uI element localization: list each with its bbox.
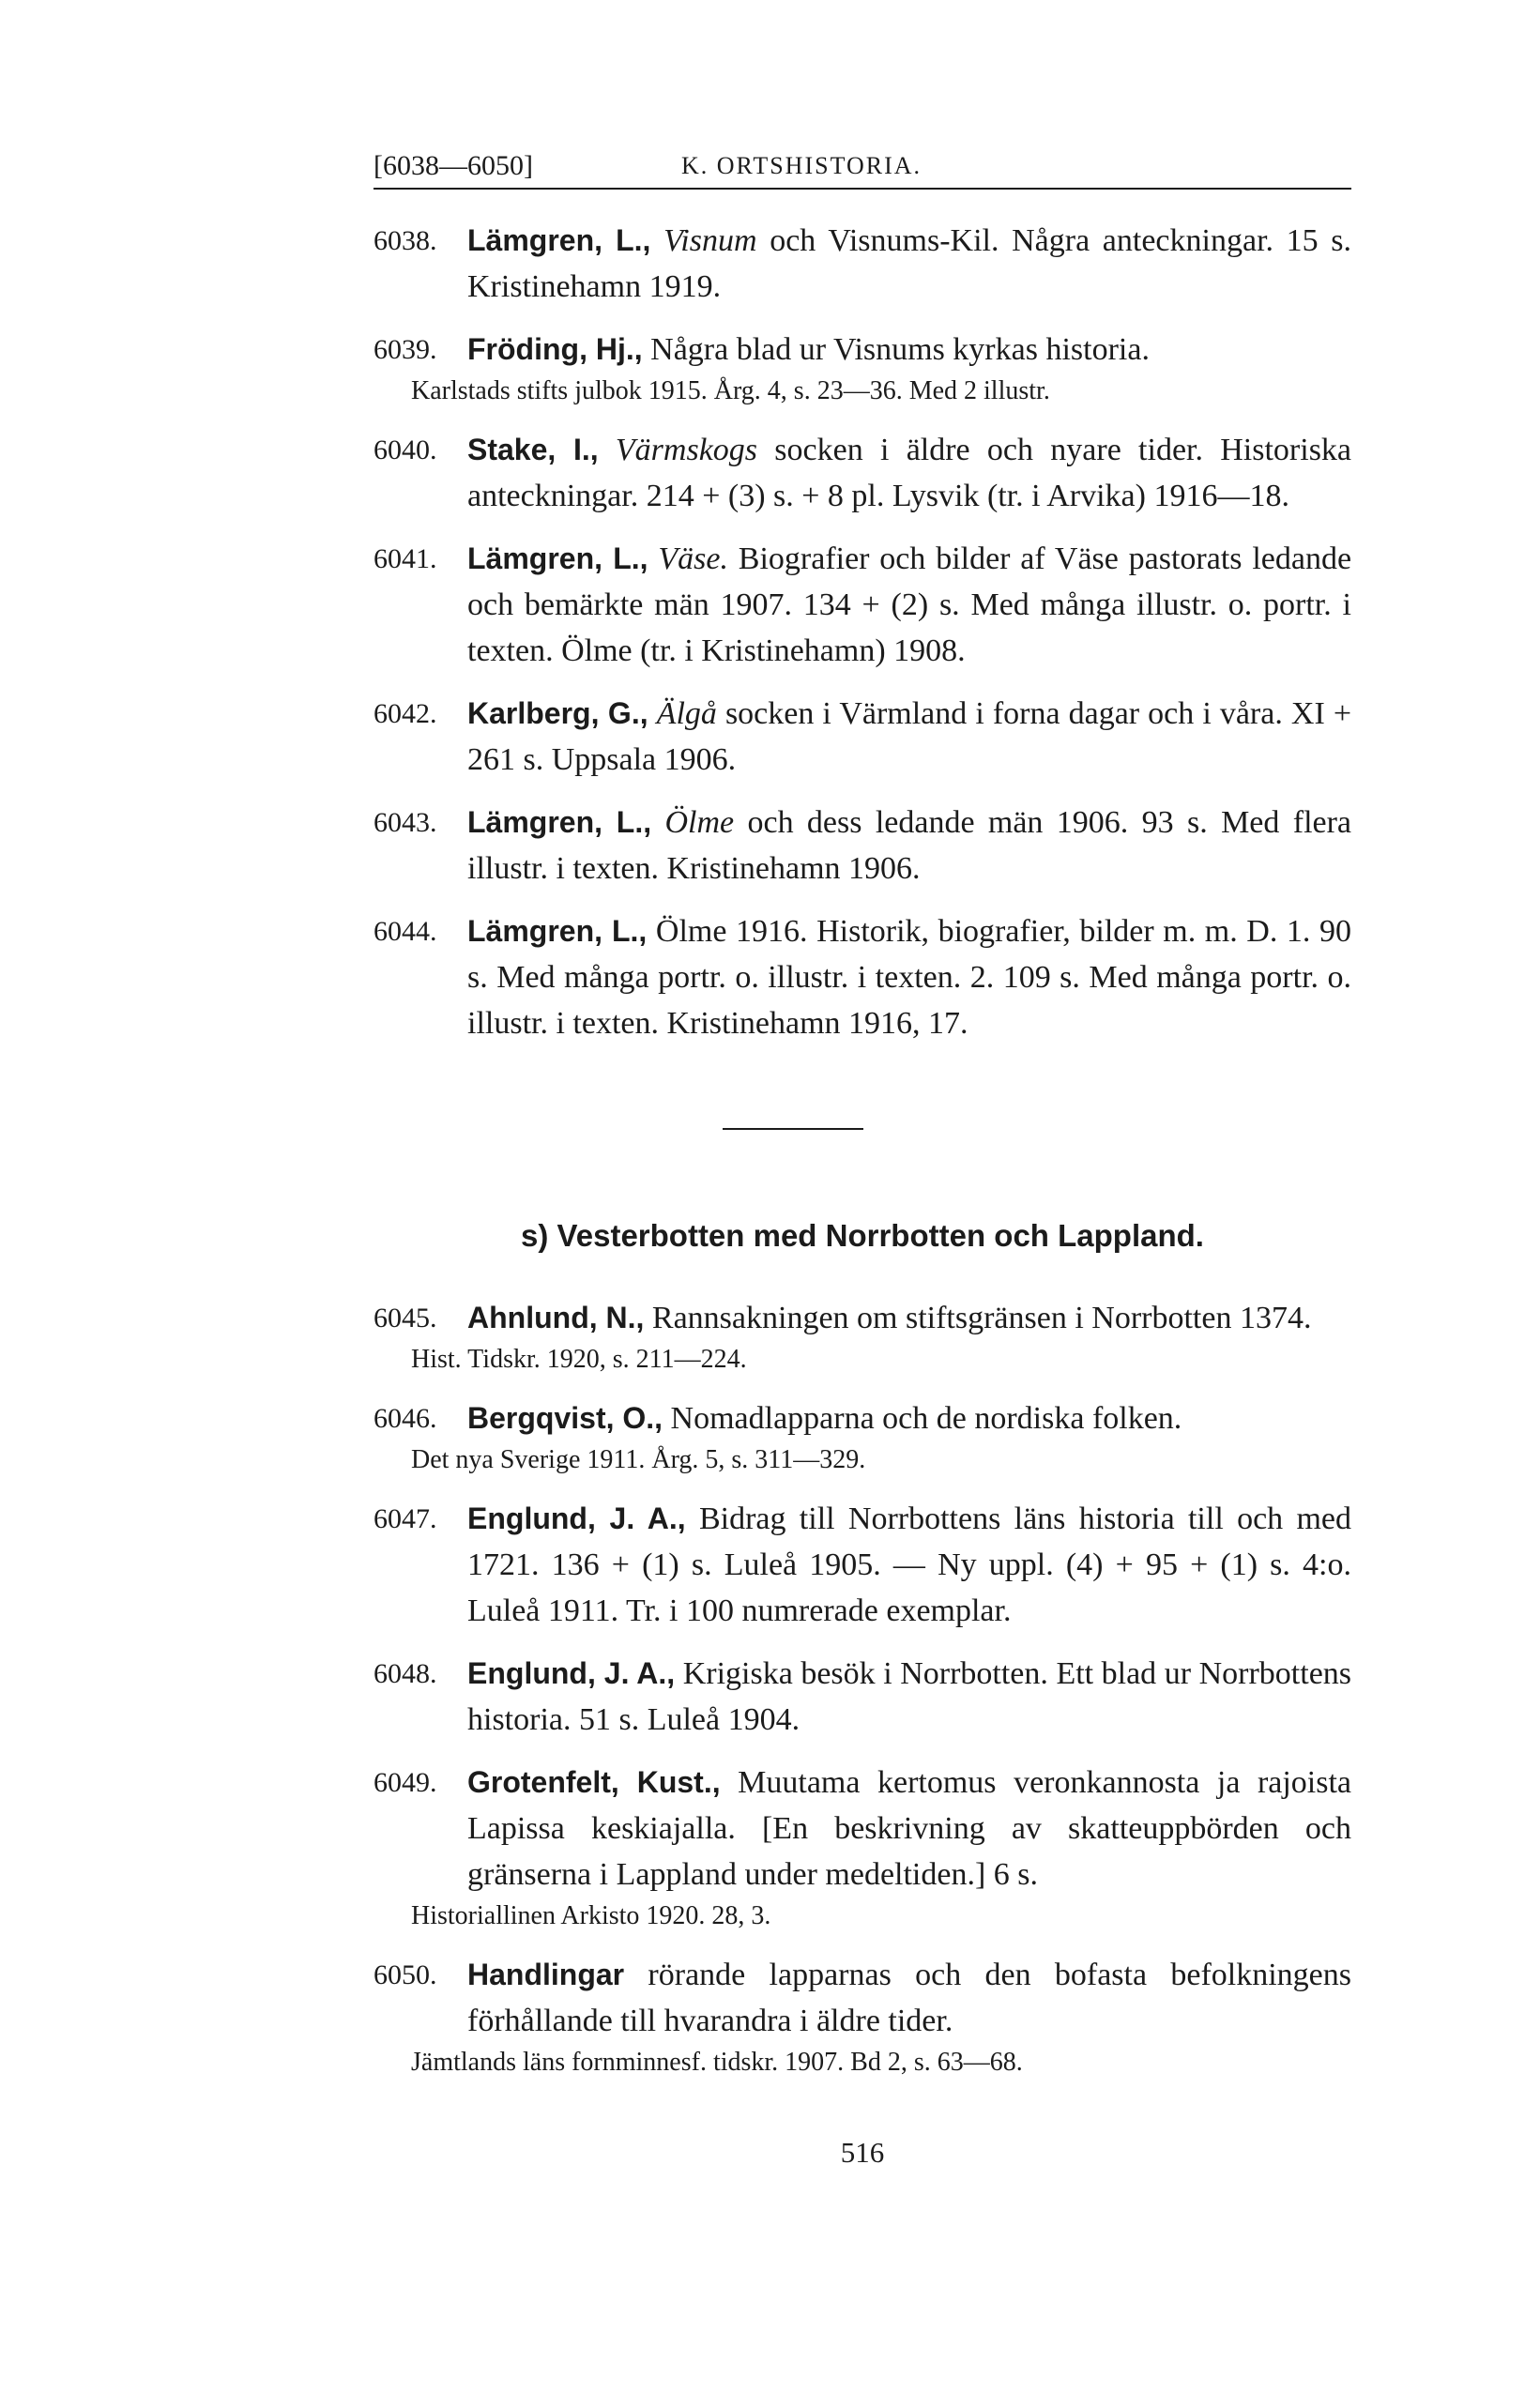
entry-source: Hist. Tidskr. 1920, s. 211—224. (411, 1345, 747, 1374)
entry-number: 6046. (374, 1403, 437, 1434)
divider-rule (723, 1128, 863, 1130)
entry-source: Det nya Sverige 1911. Årg. 5, s. 311—329. (411, 1445, 866, 1474)
entry-range: [6038—6050] (374, 150, 533, 181)
entry-number: 6043. (374, 807, 437, 838)
entry-text: Nomadlapparna och de nordiska folken. (670, 1401, 1182, 1436)
entry-number: 6044. (374, 916, 437, 947)
entry-title: Älgå (656, 696, 717, 731)
bibliography-entry (374, 536, 1351, 674)
entry-author: Handlingar (467, 1958, 625, 1991)
entry-text: Ölme 1916. Historik, biografier, bilder m. m. D. 1. 90 s. Med många portr. o. illustr. i texten. 2. 109 s. Med många portr. o. illustr. i texten. Kristinehamn 1916, 17. (467, 914, 1351, 1041)
section-heading: s) Vesterbotten med Norrbotten och Lappland. (521, 1218, 1204, 1253)
entry-author: Stake, I., (467, 433, 599, 466)
entry-text: rörande lapparnas och den bofasta befolkningens förhållande till hvarandra i äldre tider. (467, 1958, 1351, 2038)
entry-number: 6047. (374, 1503, 437, 1534)
running-head (374, 141, 1351, 190)
entry-number: 6040. (374, 434, 437, 465)
entry-title: Ölme (664, 805, 735, 840)
entry-text: och Visnums-Kil. Några anteckningar. 15 s. Kristinehamn 1919. (467, 223, 1352, 304)
entry-number: 6038. (374, 225, 437, 256)
entry-number: 6050. (374, 1959, 437, 1990)
bibliography-entry (374, 1295, 1351, 1379)
page-number: 516 (840, 2136, 885, 2169)
entry-text: Några blad ur Visnums kyrkas historia. (650, 332, 1150, 367)
entry-text: Krigiska besök i Norrbotten. Ett blad ur Norrbottens historia. 51 s. Luleå 1904. (467, 1656, 1352, 1737)
bibliography-entry (374, 1496, 1351, 1634)
bibliography-entry (374, 1952, 1351, 2081)
entry-text: socken i Värmland i forna dagar och i våra. XI + 261 s. Uppsala 1906. (467, 696, 1352, 777)
entry-source: Jämtlands läns fornminnesf. tidskr. 1907. Bd 2, s. 63—68. (411, 2048, 1023, 2077)
bibliography-entry (374, 218, 1351, 310)
entry-author: Fröding, Hj., (467, 332, 643, 366)
entry-number: 6041. (374, 543, 437, 574)
bibliography-entry (374, 908, 1351, 1046)
entry-text: Muutama kertomus veronkannosta ja rajoista Lapissa keskiajalla. [En beskrivning av skatteuppbörden och gränserna i Lappland under medeltiden.] 6 s. (467, 1765, 1352, 1892)
entry-number: 6048. (374, 1658, 437, 1689)
bibliography-entry (374, 327, 1351, 410)
bibliography-entry (374, 1651, 1351, 1743)
bibliography-entry (374, 1760, 1351, 1935)
entries-varmland (374, 218, 1351, 1063)
page (374, 0, 1351, 2393)
entry-author: Karlberg, G., (467, 696, 648, 730)
bibliography-entry (374, 800, 1351, 892)
entry-author: Grotenfelt, Kust., (467, 1765, 721, 1799)
entry-title: Väse. (658, 541, 728, 576)
entry-author: Ahnlund, N., (467, 1301, 645, 1334)
entry-number: 6049. (374, 1767, 437, 1798)
entry-author: Lämgren, L., (467, 914, 648, 948)
bibliography-entry (374, 691, 1351, 783)
entry-text: socken i äldre och nyare tider. Historiska anteckningar. 214 + (3) s. + 8 pl. Lysvik (tr. i Arvika) 1916—18. (467, 433, 1352, 513)
entry-author: Englund, J. A., (467, 1656, 676, 1690)
entry-text: och dess ledande män 1906. 93 s. Med flera illustr. i texten. Kristinehamn 1906. (467, 805, 1352, 886)
entry-number: 6039. (374, 334, 437, 365)
entry-text: Rannsakningen om stiftsgränsen i Norrbotten 1374. (651, 1301, 1312, 1335)
entry-author: Lämgren, L., (467, 541, 648, 575)
entry-text: Biografier och bilder af Väse pastorats ledande och bemärkte män 1907. 134 + (2) s. Med många illustr. o. portr. i texten. Ölme (tr. i Kristinehamn) 1908. (467, 541, 1352, 668)
bibliography-entry (374, 427, 1351, 519)
entries-norrbotten (374, 1295, 1351, 2098)
entry-number: 6042. (374, 698, 437, 729)
entry-number: 6045. (374, 1303, 437, 1334)
bibliography-entry (374, 1395, 1351, 1479)
entry-author: Bergqvist, O., (467, 1401, 663, 1435)
entry-source: Karlstads stifts julbok 1915. Årg. 4, s. 23—36. Med 2 illustr. (411, 376, 1050, 405)
section-title: K. ORTSHISTORIA. (681, 152, 922, 179)
entry-text: Bidrag till Norrbottens läns historia till och med 1721. 136 + (1) s. Luleå 1905. — Ny uppl. (4) + 95 + (1) s. 4:o. Luleå 1911. Tr. i 100 numrerade exemplar. (467, 1501, 1352, 1628)
entry-author: Lämgren, L., (467, 805, 652, 839)
entry-source: Historiallinen Arkisto 1920. 28, 3. (411, 1901, 771, 1930)
entry-author: Englund, J. A., (467, 1501, 686, 1535)
entry-author: Lämgren, L., (467, 223, 651, 257)
entry-title: Värmskogs (615, 433, 758, 467)
entry-title: Visnum (663, 223, 757, 258)
